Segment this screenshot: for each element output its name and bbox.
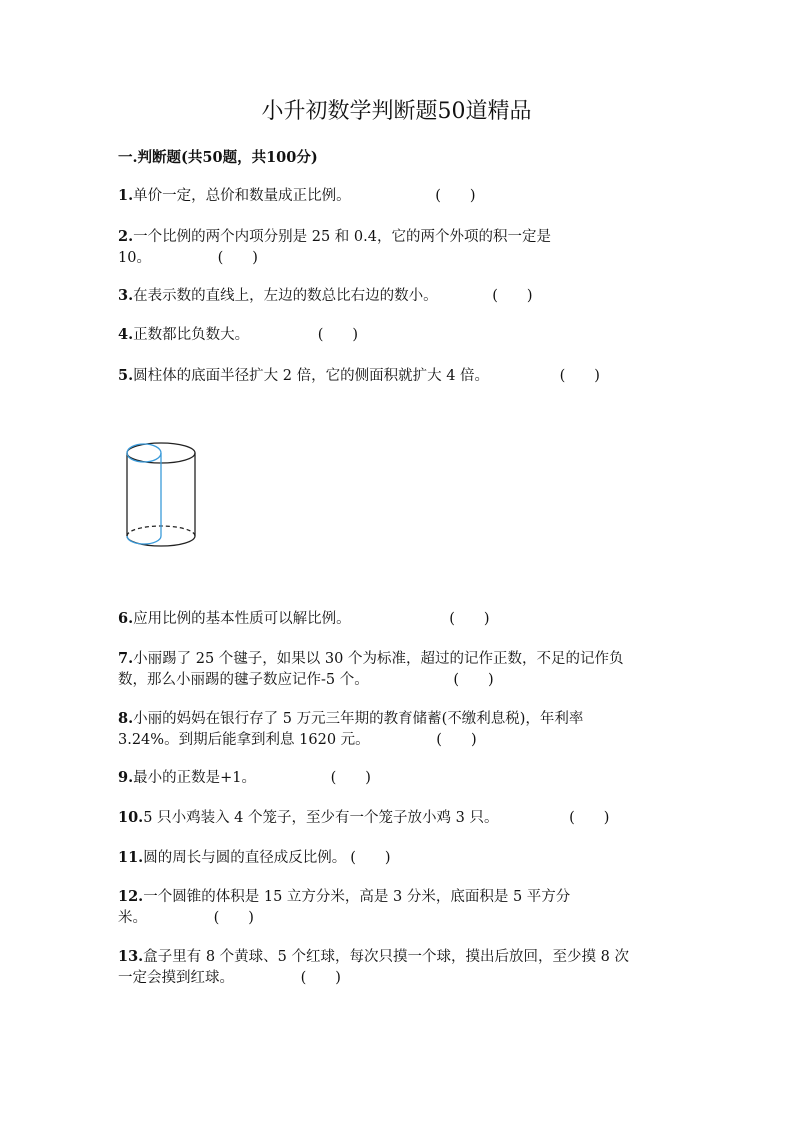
answer-blank[interactable]: ( ) <box>569 810 610 826</box>
question-12 <box>118 886 678 929</box>
question-number: 9. <box>118 769 134 786</box>
question-text: 正数都比负数大。 <box>133 327 250 343</box>
question-number: 5. <box>118 367 134 384</box>
question-number: 7. <box>118 650 134 667</box>
question-7 <box>118 648 678 691</box>
question-text: 一定会摸到红球。 <box>118 970 234 986</box>
answer-blank[interactable]: ( ) <box>449 611 490 627</box>
question-text: 盒子里有 8 个黄球、5 个红球，每次只摸一个球，摸出后放回，至少摸 8 次 <box>143 949 629 965</box>
question-9 <box>118 767 678 789</box>
question-8 <box>118 708 678 751</box>
question-number: 11. <box>118 849 144 866</box>
question-3 <box>118 285 678 307</box>
question-text: 单价一定，总价和数量成正比例。 <box>133 188 351 204</box>
question-number: 1. <box>118 187 134 204</box>
question-text: 一个圆锥的体积是 15 立方分米，高是 3 分米，底面积是 5 平方分 <box>143 889 571 905</box>
question-number: 12. <box>118 888 144 905</box>
question-5 <box>118 365 678 387</box>
question-text: 小丽的妈妈在银行存了 5 万元三年期的教育储蓄(不缴利息税)，年利率 <box>133 711 584 727</box>
question-10 <box>118 807 678 829</box>
answer-blank[interactable]: ( ) <box>435 188 476 204</box>
question-text: 圆柱体的底面半径扩大 2 倍，它的侧面积就扩大 4 倍。 <box>133 368 490 384</box>
bottom-radius-arc <box>127 536 161 544</box>
question-text: 一个比例的两个内项分别是 25 和 0.4，它的两个外项的积一定是 <box>133 229 551 245</box>
question-number: 10. <box>118 809 144 826</box>
question-1 <box>118 185 678 207</box>
answer-blank[interactable]: ( ) <box>330 770 371 786</box>
answer-blank[interactable]: ( ) <box>213 910 254 926</box>
answer-blank[interactable]: ( ) <box>453 672 494 688</box>
top-radius-ellipse <box>127 444 161 462</box>
answer-blank[interactable]: ( ) <box>317 327 359 343</box>
question-text: 圆的周长与圆的直径成反比例。 <box>143 850 347 866</box>
question-number: 13. <box>118 948 144 965</box>
answer-blank[interactable]: ( ) <box>559 368 600 384</box>
question-text: 小丽踢了 25 个毽子，如果以 30 个为标准，超过的记作正数，不足的记作负 <box>133 651 624 667</box>
question-text: 米。 <box>118 910 147 926</box>
question-text: 5 只小鸡装入 4 个笼子，至少有一个笼子放小鸡 3 只。 <box>143 810 499 826</box>
answer-blank[interactable]: ( ) <box>492 288 533 304</box>
question-text: 最小的正数是+1。 <box>133 770 257 786</box>
question-text: 3.24%。到期后能拿到利息 1620 元。 <box>118 732 370 748</box>
question-text: 在表示数的直线上，左边的数总比右边的数小。 <box>133 288 438 304</box>
question-11 <box>118 847 678 869</box>
question-text: 数，那么小丽踢的毽子数应记作-5 个。 <box>118 672 369 688</box>
question-text: 应用比例的基本性质可以解比例。 <box>133 611 351 627</box>
page-title: 小升初数学判断题50道精品 <box>261 99 532 124</box>
question-number: 8. <box>118 710 134 727</box>
question-number: 4. <box>118 326 134 343</box>
question-number: 2. <box>118 228 134 245</box>
section-heading: 一.判断题(共50题，共100分) <box>118 149 318 166</box>
question-number: 3. <box>118 287 134 304</box>
answer-blank[interactable]: ( ) <box>350 850 391 866</box>
cylinder-figure <box>118 436 208 556</box>
question-13 <box>118 946 678 989</box>
answer-blank[interactable]: ( ) <box>300 970 341 986</box>
question-4 <box>118 324 678 346</box>
answer-blank[interactable]: ( ) <box>436 732 477 748</box>
question-text: 10。 <box>118 250 151 266</box>
question-2 <box>118 226 678 269</box>
question-6 <box>118 608 678 630</box>
question-number: 6. <box>118 610 134 627</box>
answer-blank[interactable]: ( ) <box>217 250 258 266</box>
